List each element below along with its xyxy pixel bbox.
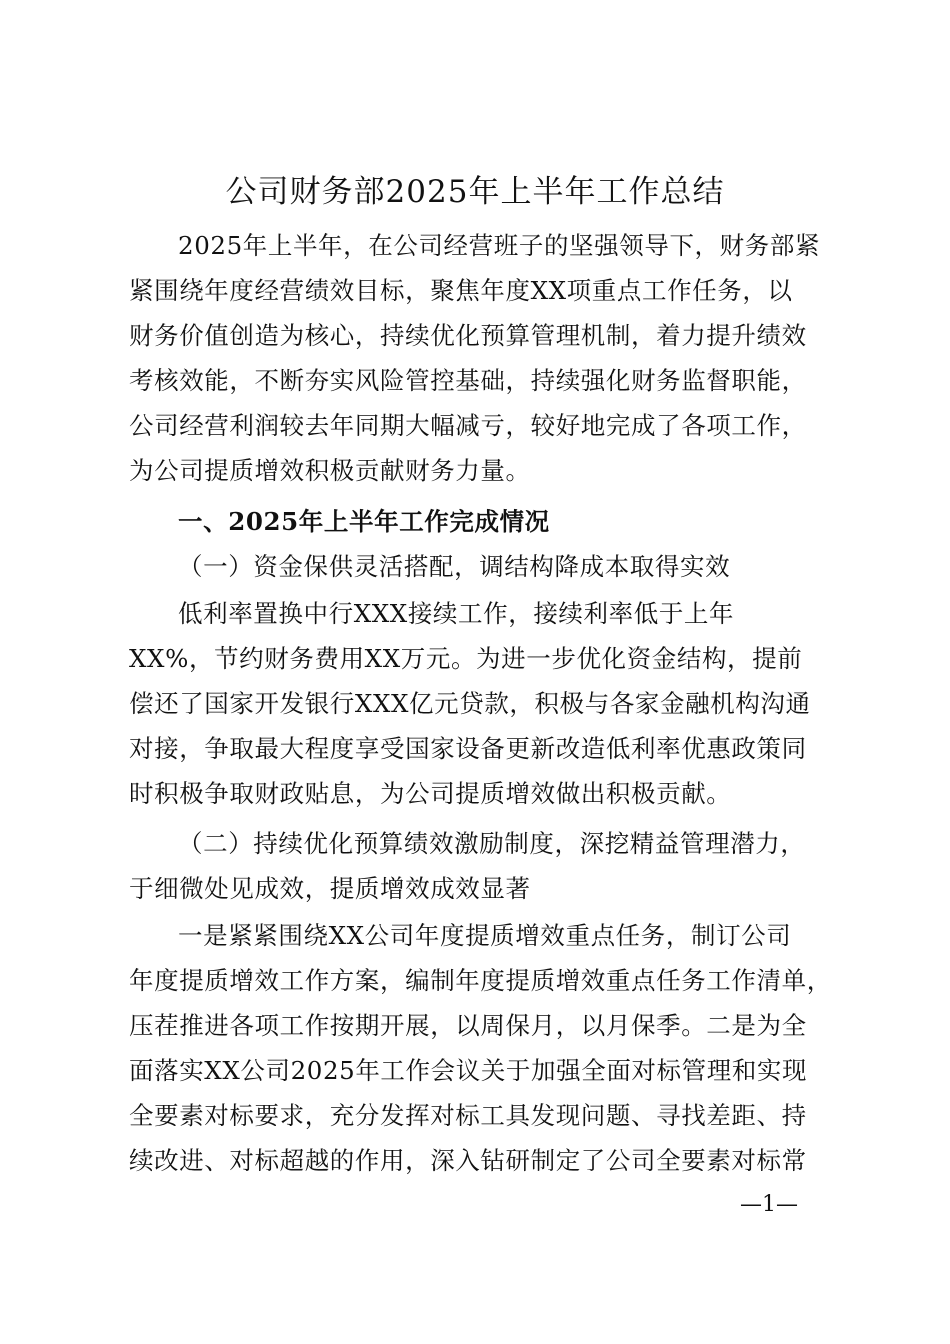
page-number: —1— bbox=[740, 1192, 798, 1217]
intro-line: 为公司提质增效积极贡献财务力量。 bbox=[129, 456, 531, 485]
intro-line: 2025年上半年，在公司经营班子的坚强领导下，财务部紧 bbox=[178, 231, 821, 260]
body-line: 压茬推进各项工作按期开展，以周保月，以月保季。二是为全 bbox=[129, 1011, 807, 1040]
document-title: 公司财务部2025年上半年工作总结 bbox=[225, 174, 725, 210]
body-line: 续改进、对标超越的作用，深入钻研制定了公司全要素对标常 bbox=[129, 1146, 807, 1175]
body-line: 全要素对标要求，充分发挥对标工具发现问题、寻找差距、持 bbox=[129, 1101, 807, 1130]
subsection-heading: 于细微处见成效，提质增效成效显著 bbox=[129, 874, 531, 903]
body-line: 一是紧紧围绕XX公司年度提质增效重点任务，制订公司 bbox=[178, 921, 792, 950]
subsection-heading: （二）持续优化预算绩效激励制度，深挖精益管理潜力， bbox=[178, 829, 806, 858]
body-line: 偿还了国家开发银行XXX亿元贷款，积极与各家金融机构沟通 bbox=[129, 689, 811, 718]
section-heading: 一、2025年上半年工作完成情况 bbox=[178, 507, 550, 536]
body-line: 对接，争取最大程度享受国家设备更新改造低利率优惠政策同 bbox=[129, 734, 807, 763]
body-line: 低利率置换中行XXX接续工作，接续利率低于上年 bbox=[178, 599, 735, 628]
intro-line: 公司经营利润较去年同期大幅减亏，较好地完成了各项工作， bbox=[129, 411, 807, 440]
body-line: 面落实XX公司2025年工作会议关于加强全面对标管理和实现 bbox=[129, 1056, 808, 1085]
body-line: 时积极争取财政贴息，为公司提质增效做出积极贡献。 bbox=[129, 779, 732, 808]
body-line: XX%，节约财务费用XX万元。为进一步优化资金结构，提前 bbox=[129, 644, 803, 673]
subsection-heading: （一）资金保供灵活搭配，调结构降成本取得实效 bbox=[178, 552, 731, 581]
intro-line: 紧围绕年度经营绩效目标，聚焦年度XX项重点工作任务，以 bbox=[129, 276, 793, 305]
intro-line: 考核效能，不断夯实风险管控基础，持续强化财务监督职能， bbox=[129, 366, 807, 395]
intro-line: 财务价值创造为核心，持续优化预算管理机制，着力提升绩效 bbox=[129, 321, 807, 350]
body-line: 年度提质增效工作方案，编制年度提质增效重点任务工作清单， bbox=[129, 966, 832, 995]
